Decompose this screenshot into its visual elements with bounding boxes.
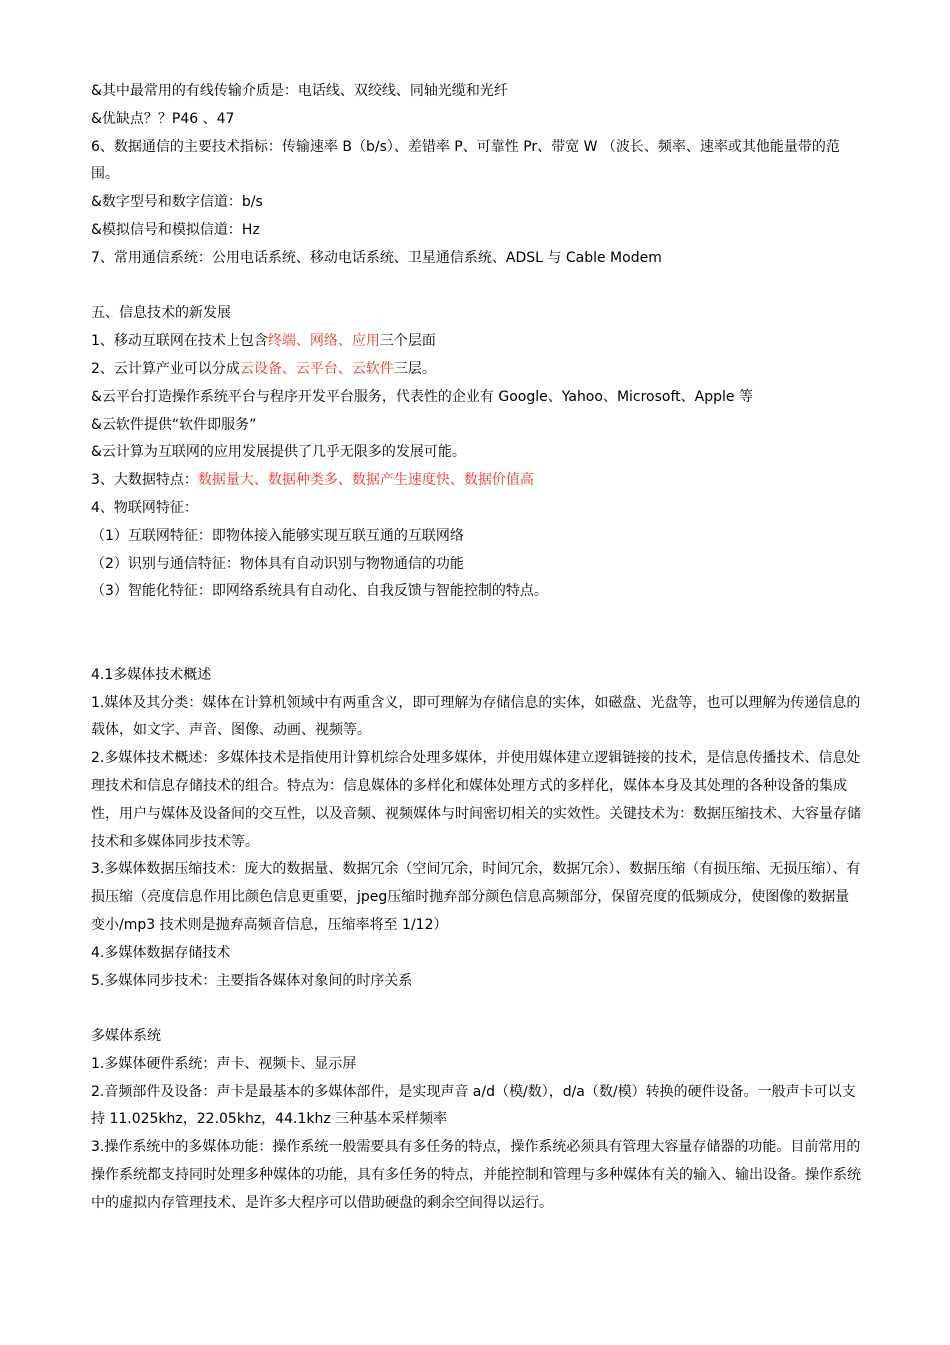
sub-item: （2）识别与通信特征：物体具有自动识别与物物通信的功能	[91, 555, 464, 572]
section-heading: 五、信息技术的新发展	[91, 305, 231, 322]
text-line: 7、常用通信系统：公用电话系统、移动电话系统、卫星通信系统、ADSL 与 Cable Modem	[91, 249, 662, 266]
text-line: &模拟信号和模拟信道：Hz	[91, 221, 260, 238]
text-line: &数字型号和数字信道：b/s	[91, 194, 263, 211]
note-line: &云软件提供“软件即服务”	[91, 416, 257, 433]
item-text: 2、云计算产业可以分成	[91, 360, 240, 377]
text-line: 4.多媒体数据存储技术	[91, 944, 231, 961]
list-item	[91, 356, 861, 384]
item-text: 3、大数据特点：	[91, 472, 198, 489]
highlight-text: 数据量大、数据种类多、数据产生速度快、数据价值高	[197, 472, 534, 489]
note-line: &云计算为互联网的应用发展提供了几乎无限多的发展可能。	[91, 444, 466, 461]
section-heading: 多媒体系统	[91, 1028, 161, 1045]
sub-item: （1）互联网特征：即物体接入能够实现互联互通的互联网络	[91, 527, 464, 544]
text-line: 1.多媒体硬件系统：声卡、视频卡、显示屏	[91, 1055, 357, 1072]
item-text: 三层。	[393, 360, 436, 377]
list-item	[91, 328, 861, 356]
text-line: &优缺点？？P46 、47	[91, 110, 235, 127]
list-item: 4、物联网特征：	[91, 499, 198, 516]
text-paragraph: 1.媒体及其分类：媒体在计算机领域中有两重含义，即可理解为存储信息的实体，如磁盘、光盘等，也可以理解为传递信息的载体，如文字、声音、图像、动画、视频等。	[91, 694, 861, 739]
highlight-text: 终端、网络、应用	[267, 333, 380, 350]
spacer	[91, 606, 861, 662]
spacer	[91, 273, 861, 301]
text-paragraph: 3.多媒体数据压缩技术：庞大的数据量、数据冗余（空间冗余，时间冗余，数据冗余）、数据压缩（有损压缩、无损压缩）、有损压缩（亮度信息作用比颜色信息更重要，jpeg压缩时抛弃部分颜色信息高频部分，保留亮度的低频成分，使图像的数据量变小/mp3 技术则是抛弃高频音信息，压缩率将至 1/12）	[91, 861, 861, 933]
text-line: &其中最常用的有线传输介质是：电话线、双绞线、同轴光缆和光纤	[91, 83, 508, 99]
text-paragraph: 2.音频部件及设备：声卡是最基本的多媒体部件，是实现声音 a/d（模/数），d/a（数/模）转换的硬件设备。一般声卡可以支持 11.025khz，22.05khz，44.1khz 三种基本采样频率	[91, 1083, 856, 1128]
item-text: 1、移动互联网在技术上包含	[91, 333, 268, 350]
spacer	[91, 995, 861, 1023]
text-paragraph: 6、数据通信的主要技术指标：传输速率 B（b/s）、差错率 P、可靠性 Pr、带宽 W （波长、频率、速率或其他能量带的范围。	[91, 138, 840, 183]
text-paragraph: 3.操作系统中的多媒体功能：操作系统一般需要具有多任务的特点，操作系统必须具有管理大容量存储器的功能。目前常用的操作系统都支持同时处理多种媒体的功能，具有多任务的特点，并能控制和管理与多种媒体有关的输入、输出设备。操作系统中的虚拟内存管理技术、是许多大程序可以借助硬盘的剩余空间得以运行。	[91, 1139, 861, 1211]
list-item	[91, 467, 861, 495]
item-text: 三个层面	[379, 333, 436, 350]
section-heading: 4.1多媒体技术概述	[91, 666, 212, 683]
sub-item: （3）智能化特征：即网络系统具有自动化、自我反馈与智能控制的特点。	[91, 583, 548, 600]
document-page	[91, 78, 861, 1218]
text-paragraph: 2.多媒体技术概述：多媒体技术是指使用计算机综合处理多媒体，并使用媒体建立逻辑链接的技术，是信息传播技术、信息处理技术和信息存储技术的组合。特点为：信息媒体的多样化和媒体处理方式的多样化，媒体本身及其处理的各种设备的集成性，用户与媒体及设备间的交互性，以及音频、视频媒体与时间密切相关的实效性。关键技术为：数据压缩技术、大容量存储技术和多媒体同步技术等。	[91, 750, 861, 850]
text-line: 5.多媒体同步技术：主要指各媒体对象间的时序关系	[91, 972, 413, 989]
highlight-text: 云设备、云平台、云软件	[239, 360, 394, 377]
note-line: &云平台打造操作系统平台与程序开发平台服务，代表性的企业有 Google、Yahoo、Microsoft、Apple 等	[91, 388, 753, 405]
